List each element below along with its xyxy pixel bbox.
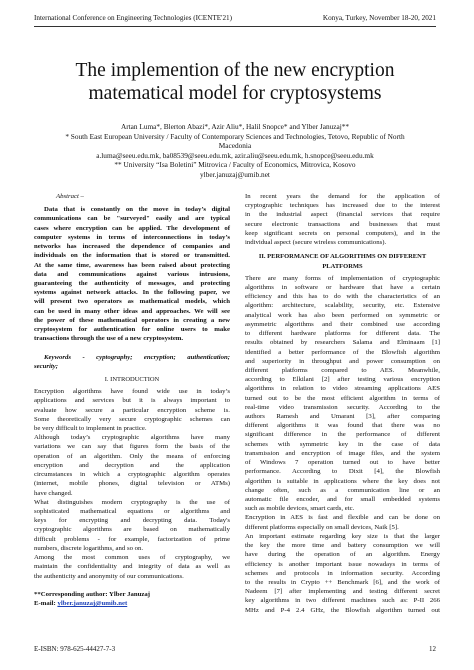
body-line: individual aspect (secure wireless communications). (245, 239, 387, 247)
body-line: change often, such as a communication line or an (245, 486, 440, 494)
abstract-line: Data that is constantly on the move in today’s digital (44, 206, 230, 214)
intro-paragraph-4 (34, 553, 230, 581)
abstract-line: can be used in many other ideas and approaches. We will see (34, 307, 230, 315)
body-line: different platforms compared to AES. Meanwhile, (245, 366, 440, 374)
body-line: schemes and protocols in information security. According (245, 569, 440, 577)
intro-paragraph-2 (34, 433, 230, 498)
body-line: difficult problems - for example, factorization of prime (34, 535, 230, 543)
body-line: such as mobile devices, smart cards, etc. (245, 505, 355, 513)
body-line: In recent years the demand for the application of (245, 193, 440, 200)
running-header (34, 14, 436, 22)
paper-title (34, 59, 436, 105)
author-emails: a.luma@seeu.edu.mk, ba08539@seeu.edu.mk, azir.aliu@seeu.edu.mk, h.snopce@seeu.edu.mk (96, 150, 374, 160)
spacer (34, 344, 230, 353)
body-line: numbers, discrete logarithms, and so on. (34, 544, 144, 552)
body-line: authors Ramesh and Umarani [3], after comparing (245, 413, 440, 421)
corresponding-author: **Corresponding author: Ylber Januzaj (34, 590, 150, 598)
body-line: Among the most common uses of cryptography, we (34, 554, 230, 562)
abstract-heading: Abstract – (56, 193, 84, 200)
body-line: Some theoretically very secure cryptographic schemes can (34, 415, 230, 423)
body-line: in the industrial aspect (financial services that require (245, 211, 440, 219)
body-line: automatic file encoder, and for small embedded systems (245, 496, 440, 503)
body-line: key algorithms in two different machines such as: P-II 266 (245, 597, 440, 605)
author-email-2: ylber.januzaj@umib.net (200, 169, 270, 179)
intro-paragraph-3 (34, 498, 230, 553)
body-line: What distinguishes modern cryptography is the use of (34, 498, 230, 506)
affiliation-2: ** University “Isa Boletini” Mitrovica / Faculty of Economics, Mitrovica, Kosovo (114, 160, 356, 170)
left-column (34, 192, 230, 608)
abstract-line: the power of these mathematical operators in creating a new (34, 316, 230, 324)
body-line: maintain the confidentiality and integrity of data as well as (34, 563, 230, 571)
email-label: E-mail: (34, 599, 58, 607)
body-line: applications and services but it is always important to (34, 397, 230, 405)
abstract-line: systems against network attacks. In the following paper, we (34, 289, 230, 297)
body-line: significant difference in the performance of different (245, 431, 440, 439)
body-line: encryption and decryption and the application (34, 461, 230, 469)
body-line: the key the more time and battery consumption we will (245, 542, 440, 550)
body-line: algorithms in relation to video streaming applications AES (245, 385, 440, 393)
right-column (245, 192, 440, 615)
body-line: analytical work has also been performed on symmetric or (245, 311, 440, 319)
body-line: Although today’s cryptographic algorithms have many (34, 434, 230, 442)
right-paragraph-2 (245, 274, 440, 615)
section-heading-line: PLATFORMS (322, 262, 363, 270)
conference-location-date: Konya, Turkey, November 18-20, 2021 (322, 14, 436, 22)
body-line: circumstances in which a cryptographic algorithm operates (34, 471, 230, 479)
body-line: keys for encrypting and decrypting data. Today's (34, 517, 230, 525)
body-line: be very difficult to implement in practice. (34, 425, 147, 433)
abstract-line: networks has increased the dependence of companies and (34, 243, 230, 251)
section-heading-performance (245, 252, 440, 270)
body-line: sophisticated mathematical equations or algorithms and (34, 508, 230, 515)
body-line: different platforms especially on small devices, Naik [5]. (245, 523, 399, 531)
body-line: algorithms in software or hardware that have a certain (245, 283, 440, 291)
body-line: have during the operation of an algorithm. Energy (245, 551, 440, 559)
keywords (34, 353, 230, 371)
body-line: the authenticity and anonymity of our communications. (34, 572, 184, 580)
body-line: performance. According to Dixit [4], the Blowfish (245, 468, 440, 476)
body-line: asymmetric algorithms and their combined use according (245, 320, 440, 328)
isbn-footer: E-ISBN: 978-625-44427-7-3 (34, 645, 116, 653)
conference-name: International Conference on Engineering Technologies (ICENTE'21) (34, 14, 233, 22)
affiliation-1: * South East European University / Faculty of Contemporary Sciences and Technologies, Tetovo, Republic of North (65, 131, 405, 141)
body-line: Nadeem [7] after implementing and testing different secret (245, 588, 440, 596)
body-line: keep significant secrets on personal computers), and in the (245, 229, 440, 237)
body-line: variations we can say that figures form the basis of the (34, 443, 230, 451)
abstract-line: will present two operators as mathematical models, which (34, 298, 230, 306)
body-line: and superiority in throughput and power consumption on (245, 357, 440, 365)
right-paragraph-1 (245, 192, 440, 247)
author-names: Artan Luma*, Blerton Abazi*, Azir Aliu*, Halil Snopce* and Ylber Januzaj** (120, 122, 350, 131)
abstract-body (34, 205, 230, 343)
corresponding-email-row (34, 599, 230, 608)
body-line: An important estimate regarding key size is that the larger (245, 532, 440, 540)
body-line: results obtained by researchers Salama and Elminaam [1] (245, 339, 440, 347)
body-line: operation of an algorithm. Only the means of enforcing (34, 452, 230, 460)
body-line: of Windows 7 operation turned out to have better (245, 459, 440, 467)
body-line: schemes with symmetric key in the case of data (245, 440, 440, 448)
abstract-line: cases where encryption can be applied. The development of (34, 224, 230, 232)
intro-paragraph-1 (34, 387, 230, 433)
page-number: 12 (429, 645, 436, 653)
body-line: have changed. (34, 489, 73, 497)
body-line: algorithm is suitable in applications where the key does not (245, 477, 440, 485)
keywords-line: security; (34, 362, 58, 370)
affiliation-1-cont: Macedonia (218, 141, 252, 151)
body-line: different algorithms it was found that there was no (245, 422, 440, 430)
body-line: efficiency is another important issue nowadays in terms of (245, 560, 440, 568)
section-heading-introduction: I. INTRODUCTION (104, 375, 160, 383)
body-line: There are many forms of implementation of cryptographic (245, 274, 440, 282)
body-line: to the results in Crypto ++ Benchmark [6], and the work of (245, 578, 440, 586)
body-line: MHz and P-4 2.4 GHz, the Blowfish algorithm turned out (245, 606, 440, 614)
body-line: Encryption algorithms have found wide use in today’s (34, 388, 230, 396)
body-line: according to Elkilani [2] after testing various encryption (245, 376, 440, 384)
body-line: (internet, mobile phones, digital television or ATMs) (34, 480, 230, 488)
body-line: cryptographic algorithms are based on mathematically (34, 526, 230, 534)
body-line: evaluate how secure a particular encryption scheme is. (34, 406, 230, 414)
abstract-line: cryptosystem for authentication for online users to make (34, 326, 230, 334)
keywords-line: Keywords - cyptography; encryption; authentication; (44, 353, 230, 361)
header-rule (34, 26, 436, 27)
body-line: transmission and encryption of image files, and the system (245, 449, 440, 457)
abstract-line: transactions through the use of a new cryptosystem. (34, 335, 184, 343)
paper-title-line: The implemention of the new encryption (75, 60, 395, 81)
body-line: cryptographic techniques has increased due to the interest (245, 202, 440, 210)
body-line: real-time video transmission security. According to the (245, 403, 440, 411)
spacer (34, 581, 230, 590)
body-line: identified a better performance of the Blowfish algorithm (245, 348, 440, 356)
author-block (34, 122, 436, 180)
body-line: turned out to be the most efficient algorithm in terms of (245, 394, 440, 402)
email-link[interactable]: ylber.januzaj@umib.net (57, 599, 128, 607)
abstract-line: individuals on the information that is stored or transmitted. (34, 252, 230, 260)
body-line: algorithm: architecture, scalability, security, etc. Extensive (245, 302, 440, 310)
body-line: Encryption in AES is fast and flexible and can be done on (245, 514, 440, 522)
body-line: secure electronic transactions and businesses that must (245, 220, 440, 228)
section-heading-line: II. PERFORMANCE OF ALGORITHMS ON DIFFERENT (258, 253, 427, 261)
abstract-line: communications can be "surveyed" easily and are typical (34, 215, 230, 223)
body-line: to different hardware platforms for different data. The (245, 330, 440, 338)
body-line: efficiency and this has to do with the characteristics of an (245, 293, 440, 301)
abstract-line: guaranteeing the authenticity of messages, and protecting (34, 279, 230, 287)
abstract-line: computer systems in terms of interconnections in today’s (34, 233, 230, 241)
paper-title-line: matematical model for cryptosystems (88, 83, 382, 104)
abstract-line: At the same time, awareness has been raised about protecting (34, 261, 230, 269)
abstract-line: data and communications against various intrusions, (34, 270, 230, 278)
